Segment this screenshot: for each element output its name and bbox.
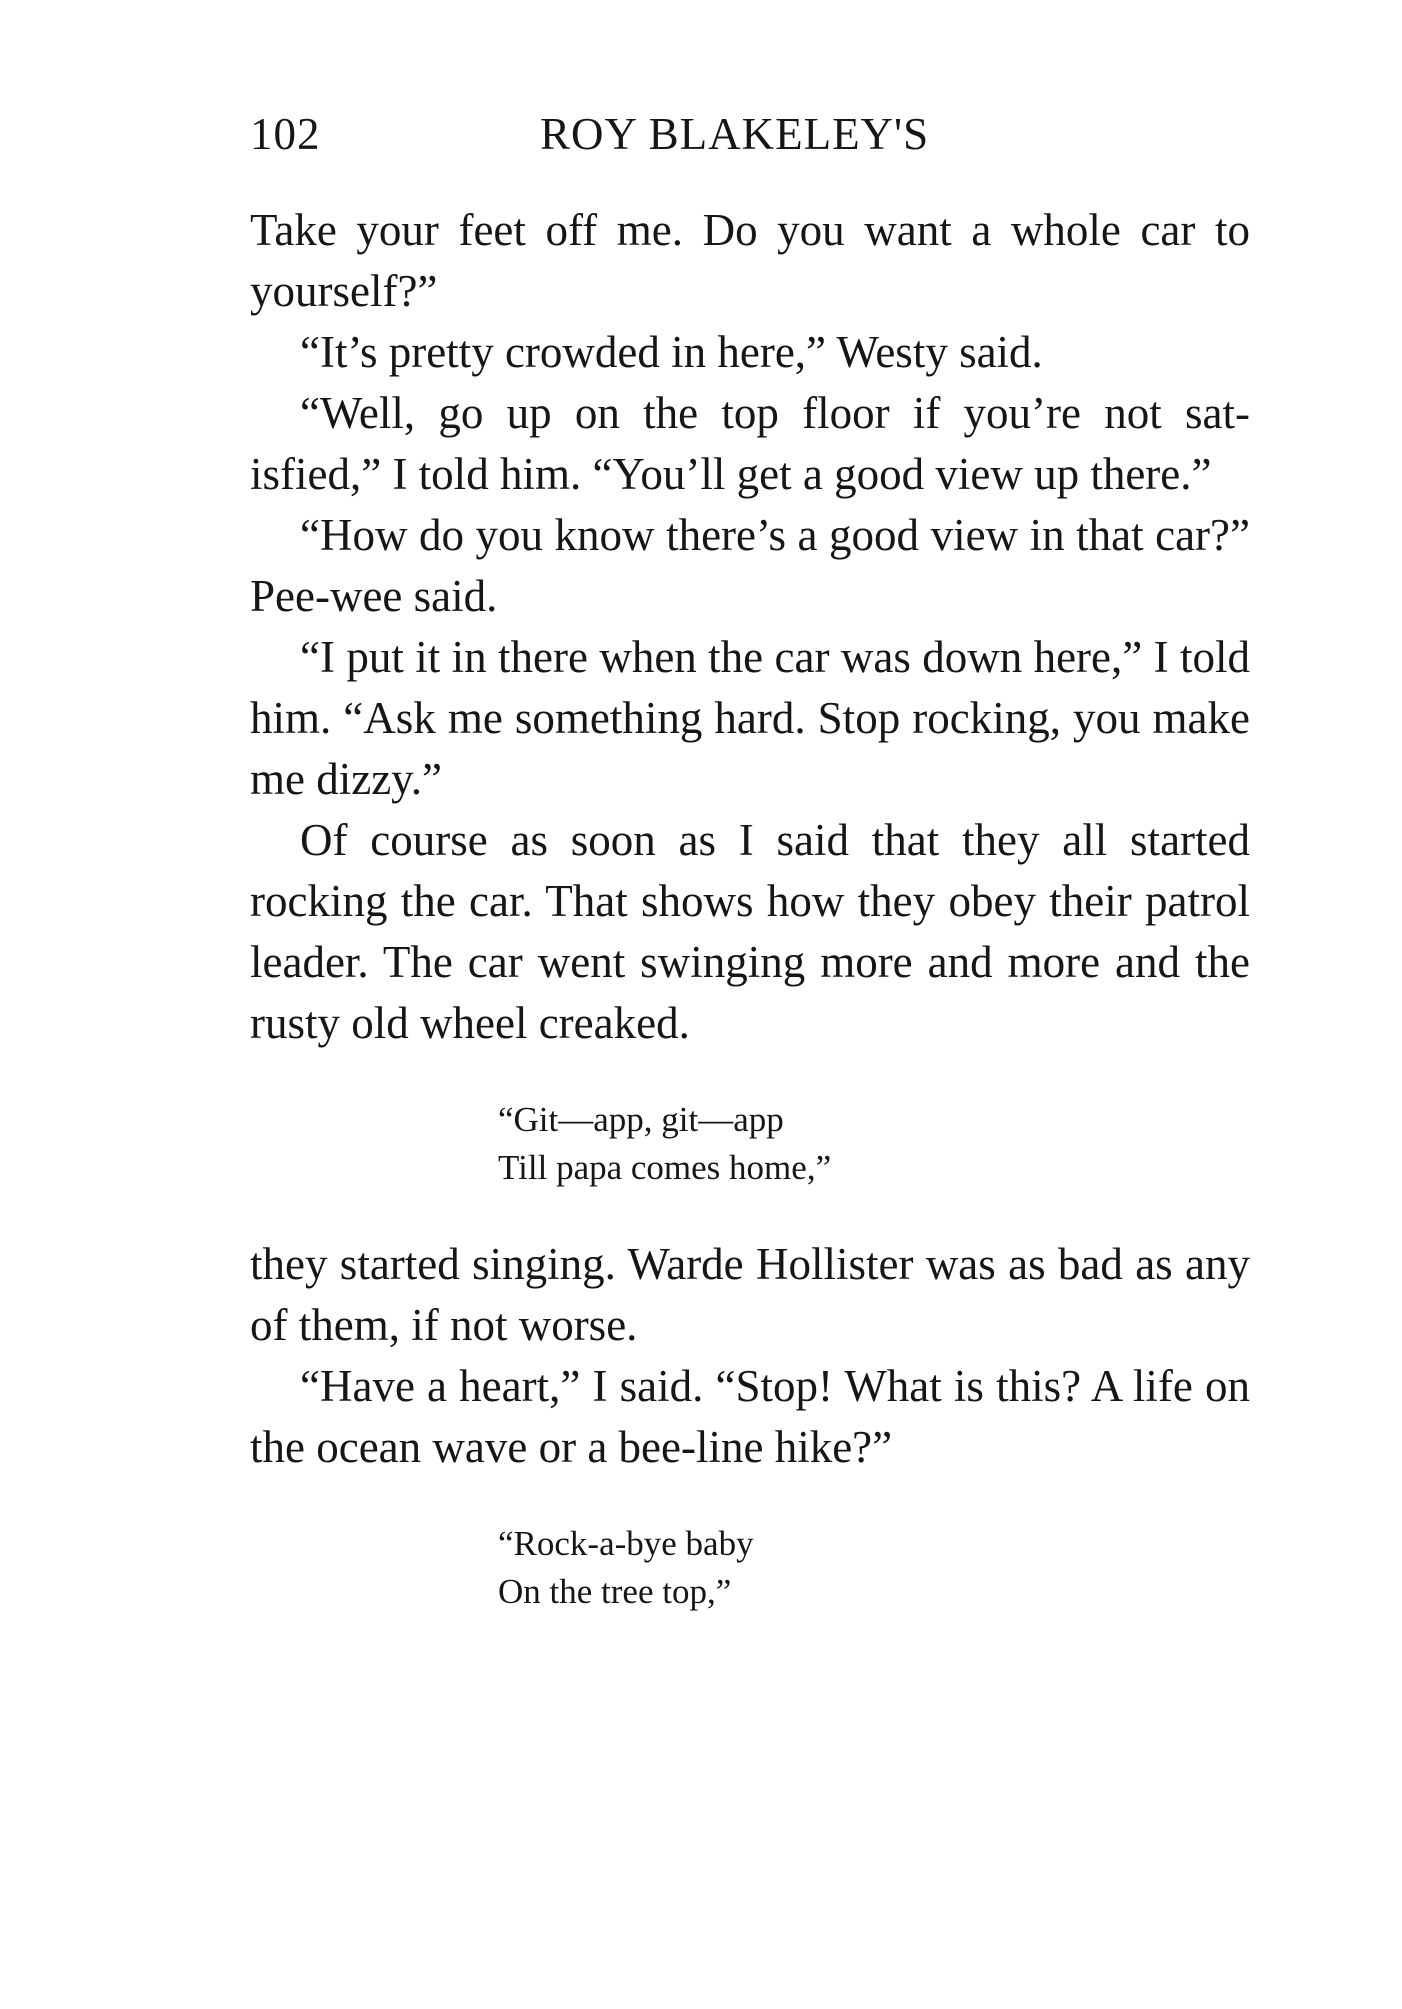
verse-line: Till papa comes home,”	[498, 1148, 832, 1187]
page-body	[250, 200, 1250, 1658]
paragraph: Take your feet off me. Do you want a whole car to yourself?”	[250, 205, 1250, 316]
verse-line: “Git—app, git—app	[498, 1100, 784, 1139]
verse-line: On the tree top,”	[498, 1572, 732, 1611]
paragraph: they started singing. Warde Hollister was as bad as any of them, if not worse.	[250, 1239, 1250, 1350]
running-title: ROY BLAKELEY'S	[540, 109, 930, 159]
verse-quote	[498, 1520, 1250, 1616]
paragraph: “Have a heart,” I said. “Stop! What is this? A life on the ocean wave or a bee-line hike?”	[250, 1361, 1250, 1472]
paragraph: “Well, go up on the top floor if you’re not sat-isfied,” I told him. “You’ll get a good view up there.”	[250, 388, 1250, 499]
paragraph: “How do you know there’s a good view in that car?” Pee-wee said.	[250, 510, 1250, 621]
paragraph: Of course as soon as I said that they all started rocking the car. That shows how they obey their patrol leader. The car went swinging more and more and the rusty old wheel creaked.	[250, 815, 1250, 1048]
page-header	[250, 104, 1250, 164]
verse-quote	[498, 1096, 1250, 1192]
paragraph: “I put it in there when the car was down here,” I told him. “Ask me something hard. Stop rocking, you make me dizzy.”	[250, 632, 1250, 804]
page-number: 102	[250, 109, 321, 159]
paragraph: “It’s pretty crowded in here,” Westy said.	[300, 327, 1043, 377]
verse-line: “Rock-a-bye baby	[498, 1524, 754, 1563]
